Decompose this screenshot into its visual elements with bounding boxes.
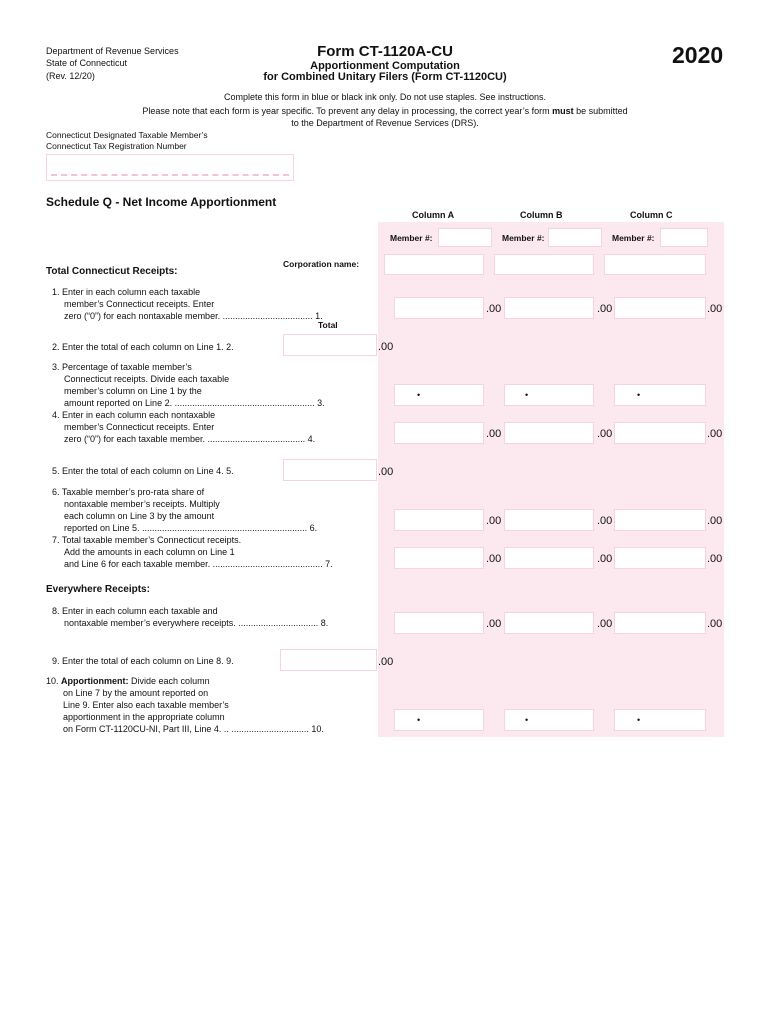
total-ct-receipts-heading: Total Connecticut Receipts: [46,266,178,277]
line-8-col-b[interactable] [504,612,594,634]
member-number-c[interactable] [660,228,708,247]
line-6-col-b[interactable] [504,509,594,531]
line-7-col-c[interactable] [614,547,706,569]
corp-name-b[interactable] [494,254,594,275]
line-3-col-b[interactable] [504,384,594,406]
line-9-cents: .00 [378,656,394,668]
line-9-total[interactable] [280,649,377,671]
dtm-label-2: Connecticut Tax Registration Number [46,141,187,151]
schedule-title: Schedule Q - Net Income Apportionment [46,195,277,209]
line-1-col-c[interactable] [614,297,706,319]
line-10-col-b[interactable] [504,709,594,731]
line-2-text: 2. Enter the total of each column on Line 1. 2. [52,342,234,352]
corp-name-a[interactable] [384,254,484,275]
corp-name-label: Corporation name: [283,259,360,269]
line-8-col-c[interactable] [614,612,706,634]
line-1-cents-a: .00 [486,303,502,315]
everywhere-receipts-heading: Everywhere Receipts: [46,584,150,595]
form-subtitle-1: Apportionment Computation [310,60,460,72]
line-10-col-a[interactable] [394,709,484,731]
line-3-col-a[interactable] [394,384,484,406]
line-7-cents-c: .00 [707,553,723,565]
member-number-b[interactable] [548,228,602,247]
member-label-b: Member #: [502,233,545,243]
member-number-a[interactable] [438,228,492,247]
dept-name: Department of Revenue Services [46,46,179,56]
line-1-cents-b: .00 [597,303,613,315]
line-3-col-c[interactable] [614,384,706,406]
form-subtitle-2: for Combined Unitary Filers (Form CT-1120CU) [263,71,507,83]
line-1-col-a[interactable] [394,297,484,319]
line-7-cents-a: .00 [486,553,502,565]
member-label-a: Member #: [390,233,433,243]
total-label: Total [318,320,338,330]
line-7-cents-b: .00 [597,553,613,565]
line-1-text: 1. Enter in each column each taxable member’s Connecticut receipts. Enter zero (“0”) for each nontaxable member. .................................... 1. [52,287,323,321]
form-title: Form CT-1120A-CU [317,43,453,60]
line-4-col-a[interactable] [394,422,484,444]
line-2-cents: .00 [378,341,394,353]
line-10-decimal-b: • [525,715,529,725]
line-2-total[interactable] [283,334,377,356]
line-4-text: 4. Enter in each column each nontaxable member’s Connecticut receipts. Enter zero (“0”) for each taxable member. ....................................... 4. [52,410,316,444]
line-4-col-b[interactable] [504,422,594,444]
line-6-cents-a: .00 [486,515,502,527]
line-6-col-a[interactable] [394,509,484,531]
dtm-label-1: Connecticut Designated Taxable Member’s [46,130,208,140]
line-6-text: 6. Taxable member’s pro-rata share of nontaxable member’s receipts. Multiply each column on Line 3 by the amount reported on Line 5. .................................................................. 6. [52,487,318,533]
line-5-total[interactable] [283,459,377,481]
line-3-decimal-c: • [637,390,641,400]
line-8-text: 8. Enter in each column each taxable and nontaxable member’s everywhere receipts. ................................ 8. [52,606,329,628]
corp-name-c[interactable] [604,254,706,275]
instructions-3: to the Department of Revenue Services (DRS). [291,118,479,128]
tax-year: 2020 [672,42,724,68]
line-10-text: 10. Apportionment: Divide each column on Line 7 by the amount reported on Line 9. Enter also each taxable member’s apportionment in the appropriate column on Form CT-1120CU-NI, Part III, Line 4. .. ............................... 10. [46,676,324,734]
line-6-cents-c: .00 [707,515,723,527]
line-4-cents-a: .00 [486,428,502,440]
line-4-cents-c: .00 [707,428,723,440]
line-5-cents: .00 [378,466,394,478]
member-label-c: Member #: [612,233,655,243]
line-3-decimal-a: • [417,390,421,400]
line-6-cents-b: .00 [597,515,613,527]
line-6-col-c[interactable] [614,509,706,531]
line-5-text: 5. Enter the total of each column on Line 4. 5. [52,466,234,476]
line-3-decimal-b: • [525,390,529,400]
instructions-2: Please note that each form is year specific. To prevent any delay in processing, the correct year’s form must be submitted [142,106,628,116]
line-3-text: 3. Percentage of taxable member’s Connecticut receipts. Divide each taxable member’s column on Line 1 by the amount reported on Line 2. ........................................................ 3. [52,362,325,408]
line-8-cents-c: .00 [707,618,723,630]
line-10-decimal-a: • [417,715,421,725]
line-7-text: 7. Total taxable member’s Connecticut receipts. Add the amounts in each column on Line 1 and Line 6 for each taxable member. ............................................ 7. [52,535,333,569]
rev-date: (Rev. 12/20) [46,71,95,81]
state-name: State of Connecticut [46,58,128,68]
line-4-col-c[interactable] [614,422,706,444]
instructions-1: Complete this form in blue or black ink only. Do not use staples. See instructions. [224,92,546,102]
line-1-cents-c: .00 [707,303,723,315]
column-b-header: Column B [520,210,563,220]
line-8-col-a[interactable] [394,612,484,634]
registration-number-field[interactable] [46,154,294,181]
line-7-col-b[interactable] [504,547,594,569]
line-1-col-b[interactable] [504,297,594,319]
column-a-header: Column A [412,210,455,220]
line-4-cents-b: .00 [597,428,613,440]
line-9-text: 9. Enter the total of each column on Line 8. 9. [52,656,234,666]
line-8-cents-a: .00 [486,618,502,630]
line-8-cents-b: .00 [597,618,613,630]
column-c-header: Column C [630,210,673,220]
line-10-decimal-c: • [637,715,641,725]
line-7-col-a[interactable] [394,547,484,569]
line-10-col-c[interactable] [614,709,706,731]
